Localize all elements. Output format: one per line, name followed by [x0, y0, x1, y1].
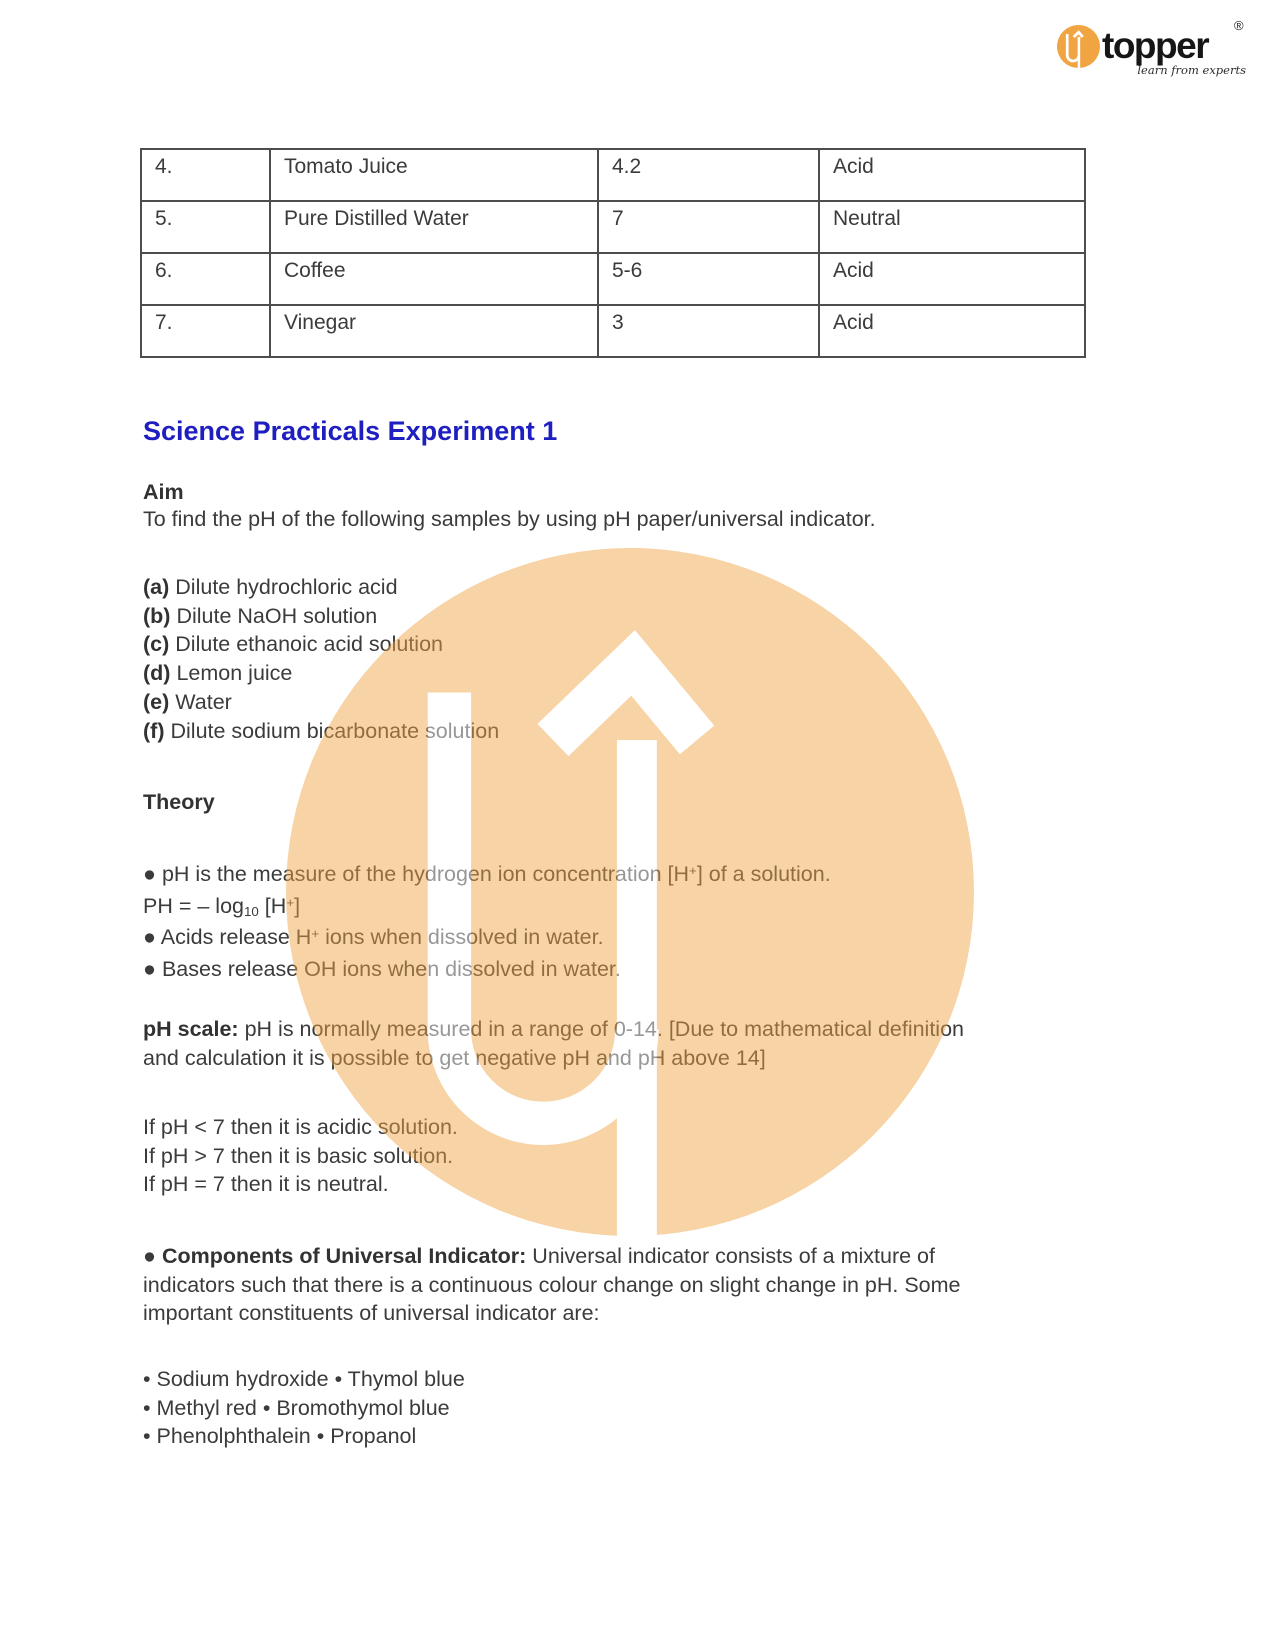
- cell-sample: Coffee: [270, 253, 598, 305]
- ph-scale-paragraph: [143, 1015, 1153, 1072]
- theory-points: [143, 860, 1153, 984]
- sample-item: [143, 688, 499, 717]
- theory-formula: [143, 892, 1153, 924]
- formula-text: PH = – log: [143, 893, 244, 918]
- constituent-item: • Methyl red • Bromothymol blue: [143, 1395, 450, 1420]
- ph-scale-line: [143, 1015, 1153, 1044]
- theory-point: [143, 923, 1153, 955]
- sample-label: (d): [143, 661, 171, 686]
- subscript: 10: [244, 904, 259, 920]
- page-title: Science Practicals Experiment 1: [143, 416, 558, 446]
- sample-text: Water: [175, 689, 232, 714]
- components-line: important constituents of universal indicator are:: [143, 1301, 600, 1326]
- constituent-item: • Sodium hydroxide • Thymol blue: [143, 1367, 465, 1391]
- constituents-list: [143, 1365, 465, 1451]
- components-text: Universal indicator consists of a mixture of: [526, 1244, 935, 1268]
- sample-label: (f): [143, 718, 165, 743]
- constituent-item: • Phenolphthalein • Propanol: [143, 1424, 417, 1449]
- cell-serial: 6.: [141, 253, 270, 305]
- table-row: [141, 253, 1085, 305]
- ph-condition: If pH = 7 then it is neutral.: [143, 1172, 389, 1197]
- ph-scale-label: pH scale:: [143, 1017, 239, 1041]
- sample-label: (c): [143, 632, 170, 657]
- cell-serial: 7.: [141, 305, 270, 357]
- cell-nature: Acid: [819, 253, 1085, 305]
- aim-text: To find the pH of the following samples by using pH paper/universal indicator.: [143, 507, 876, 531]
- components-line: [143, 1242, 1153, 1271]
- brand-wordmark: topper: [1102, 25, 1209, 66]
- cell-nature: Acid: [819, 305, 1085, 357]
- ph-conditions: [143, 1113, 458, 1199]
- ph-scale-text: pH is normally measured in a range of 0-14. [Due to mathematical definition: [238, 1017, 965, 1041]
- utopper-mark-icon: [1057, 25, 1100, 68]
- aim-heading: Aim: [143, 480, 184, 504]
- samples-list: [143, 573, 499, 745]
- sample-item: [143, 573, 499, 602]
- table-row: [141, 201, 1085, 253]
- bullet: ●: [143, 1244, 162, 1268]
- theory-text: ] of a solution.: [696, 862, 831, 886]
- cell-ph: 4.2: [598, 149, 819, 201]
- sample-item: [143, 659, 499, 688]
- superscript: +: [689, 863, 697, 879]
- cell-ph: 5-6: [598, 253, 819, 305]
- sample-label: (e): [143, 689, 170, 714]
- theory-point: [143, 860, 1153, 892]
- results-table: [140, 148, 1086, 358]
- theory-text: ions when dissolved in water.: [319, 925, 604, 950]
- sample-text: Dilute ethanoic acid solution: [175, 632, 444, 657]
- ph-scale-line: and calculation it is possible to get negative pH and pH above 14]: [143, 1045, 766, 1070]
- theory-heading: Theory: [143, 790, 215, 814]
- sample-text: Dilute sodium bicarbonate solution: [170, 718, 500, 743]
- sample-text: Lemon juice: [176, 661, 293, 686]
- ph-condition: If pH < 7 then it is acidic solution.: [143, 1115, 458, 1139]
- registered-symbol: ®: [1234, 18, 1244, 33]
- theory-text: ● Acids release H: [143, 925, 312, 950]
- cell-sample: Pure Distilled Water: [270, 201, 598, 253]
- theory-point: ● Bases release OH ions when dissolved in water.: [143, 957, 621, 982]
- cell-sample: Vinegar: [270, 305, 598, 357]
- cell-sample: Tomato Juice: [270, 149, 598, 201]
- theory-text: ● pH is the measure of the hydrogen ion concentration [H: [143, 862, 690, 886]
- utopper-logo: [1045, 16, 1260, 88]
- cell-serial: 5.: [141, 201, 270, 253]
- sample-item: [143, 602, 499, 631]
- formula-text: [H: [258, 893, 287, 918]
- components-paragraph: [143, 1242, 1153, 1328]
- brand-tagline: learn from experts: [1137, 63, 1246, 77]
- cell-serial: 4.: [141, 149, 270, 201]
- cell-nature: Neutral: [819, 201, 1085, 253]
- sample-item: [143, 717, 499, 746]
- sample-label: (b): [143, 603, 171, 628]
- cell-nature: Acid: [819, 149, 1085, 201]
- cell-ph: 7: [598, 201, 819, 253]
- ph-condition: If pH > 7 then it is basic solution.: [143, 1143, 454, 1168]
- components-label: Components of Universal Indicator:: [161, 1244, 527, 1268]
- cell-ph: 3: [598, 305, 819, 357]
- sample-label: (a): [143, 575, 170, 599]
- table-row: [141, 305, 1085, 357]
- formula-text: ]: [294, 893, 301, 918]
- superscript: +: [311, 926, 320, 942]
- sample-text: Dilute NaOH solution: [176, 603, 378, 628]
- components-line: indicators such that there is a continuous colour change on slight change in pH. Some: [143, 1272, 961, 1297]
- table-row: [141, 149, 1085, 201]
- superscript: +: [286, 894, 295, 910]
- sample-text: Dilute hydrochloric acid: [175, 575, 398, 599]
- sample-item: [143, 630, 499, 659]
